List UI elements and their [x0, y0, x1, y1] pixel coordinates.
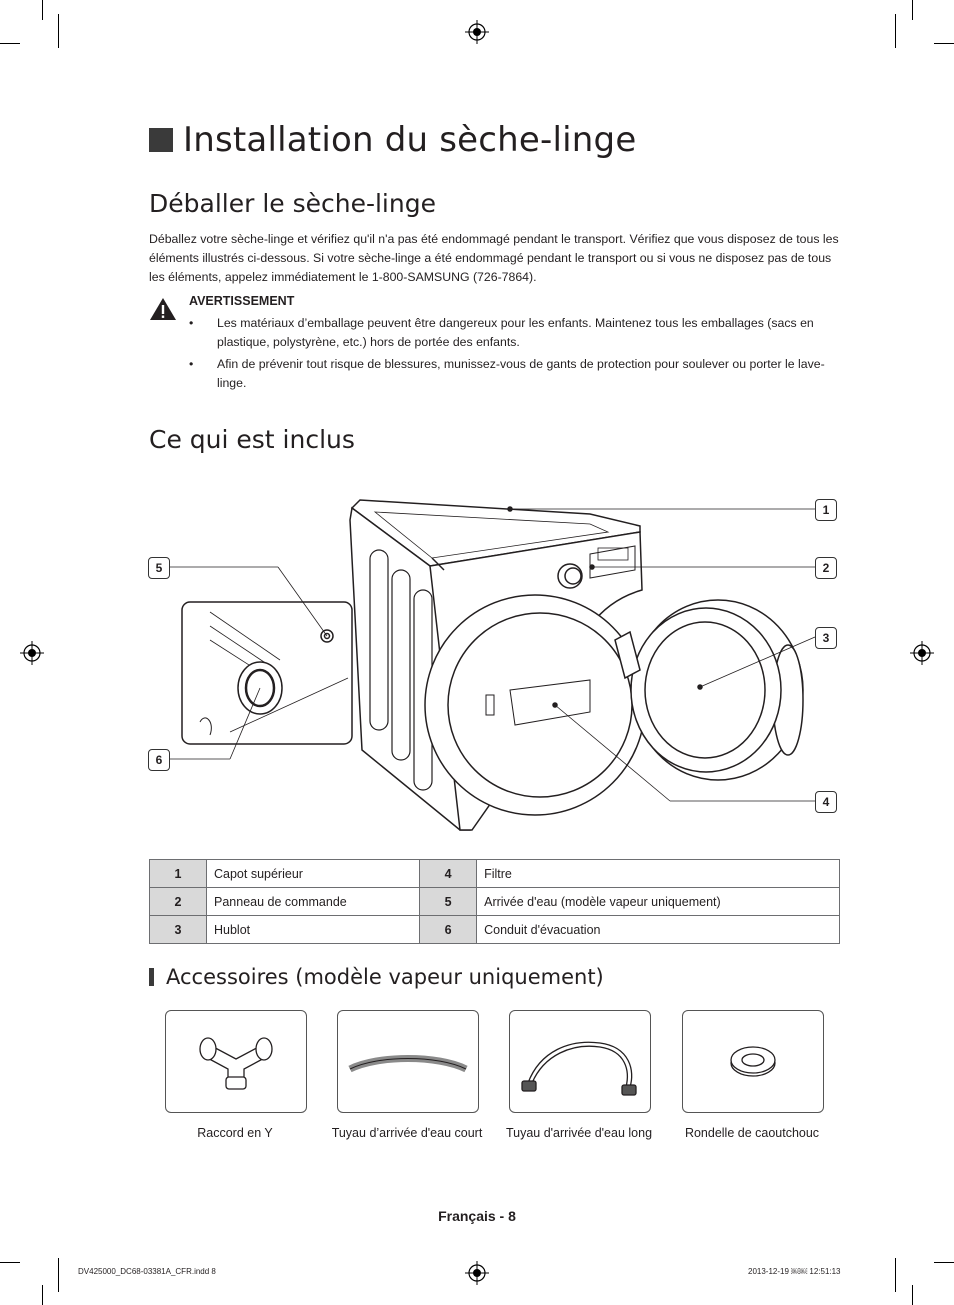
- accessory-rubber-washer: [682, 1010, 824, 1113]
- callout-2: 2: [815, 557, 837, 579]
- crop-mark: [895, 14, 896, 48]
- y-connector-icon: [166, 1011, 306, 1112]
- callout-3: 3: [815, 627, 837, 649]
- registration-mark-icon: [20, 641, 44, 665]
- page-footer: Français - 8: [438, 1208, 516, 1224]
- callout-5: 5: [148, 557, 170, 579]
- parts-table: [149, 859, 840, 944]
- accessory-label: Rondelle de caoutchouc: [684, 1126, 820, 1140]
- slug-left: DV425000_DC68-03381A_CFR.indd 8: [78, 1267, 216, 1276]
- crop-mark: [42, 1285, 43, 1305]
- warning-triangle-icon: [149, 297, 177, 321]
- page-title: Installation du sèche-linge: [183, 120, 637, 160]
- crop-mark: [58, 1258, 59, 1292]
- title-square-icon: [149, 128, 173, 152]
- section-heading-accessories: Accessoires (modèle vapeur uniquement): [166, 965, 604, 989]
- crop-mark: [912, 1285, 913, 1305]
- crop-mark: [0, 1262, 20, 1263]
- section-heading-included: Ce qui est inclus: [149, 425, 355, 454]
- intro-paragraph: Déballez votre sèche-linge et vérifiez qu'il n'a pas été endommagé pendant le transport. Vérifiez que vous disposez de tous les éléments illustrés ci-dessous. Si votre sèche-linge a été endommagé pendant le transport ou si vous ne disposez pas de tous les éléments, appelez immédiatement le 1-800-SAMSUNG (726-7864).: [149, 232, 839, 284]
- crop-mark: [934, 43, 954, 44]
- registration-mark-icon: [465, 20, 489, 44]
- crop-mark: [58, 14, 59, 48]
- callout-1: 1: [815, 499, 837, 521]
- dryer-illustration: [170, 490, 830, 840]
- table-row: 1 Capot supérieur 4 Filtre: [150, 860, 840, 888]
- crop-mark: [934, 1262, 954, 1263]
- subheading-bar-icon: [149, 968, 154, 986]
- crop-mark: [912, 0, 913, 20]
- rubber-washer-icon: [683, 1011, 823, 1112]
- crop-mark: [895, 1258, 896, 1292]
- accessory-y-connector: [165, 1010, 307, 1113]
- accessory-long-hose: [509, 1010, 651, 1113]
- slug-right: 2013-12-19 ￼￼ 12:51:13: [748, 1267, 841, 1276]
- list-item: • Afin de prévenir tout risque de blessures, munissez-vous de gants de protection pour soulever ou porter le lave-linge.: [189, 357, 825, 390]
- callout-4: 4: [815, 791, 837, 813]
- list-item: • Les matériaux d’emballage peuvent être dangereux pour les enfants. Maintenez tous les emballages (sacs en plastique, polystyrène, etc.) hors de portée des enfants.: [189, 316, 814, 349]
- accessory-label: Raccord en Y: [197, 1126, 273, 1140]
- crop-mark: [0, 43, 20, 44]
- short-hose-icon: [338, 1011, 478, 1112]
- crop-mark: [42, 0, 43, 20]
- table-row: 2 Panneau de commande 5 Arrivée d'eau (modèle vapeur uniquement): [150, 888, 840, 916]
- warning-list: [189, 314, 829, 396]
- warning-title: AVERTISSEMENT: [189, 294, 295, 308]
- long-hose-icon: [510, 1011, 650, 1112]
- table-row: 3 Hublot 6 Conduit d'évacuation: [150, 916, 840, 944]
- registration-mark-icon: [465, 1261, 489, 1285]
- callout-6: 6: [148, 749, 170, 771]
- accessory-label: Tuyau d’arrivée d'eau court: [331, 1126, 483, 1140]
- accessory-label: Tuyau d'arrivée d'eau long: [505, 1126, 653, 1140]
- registration-mark-icon: [910, 641, 934, 665]
- accessory-short-hose: [337, 1010, 479, 1113]
- section-heading-unpack: Déballer le sèche-linge: [149, 189, 436, 218]
